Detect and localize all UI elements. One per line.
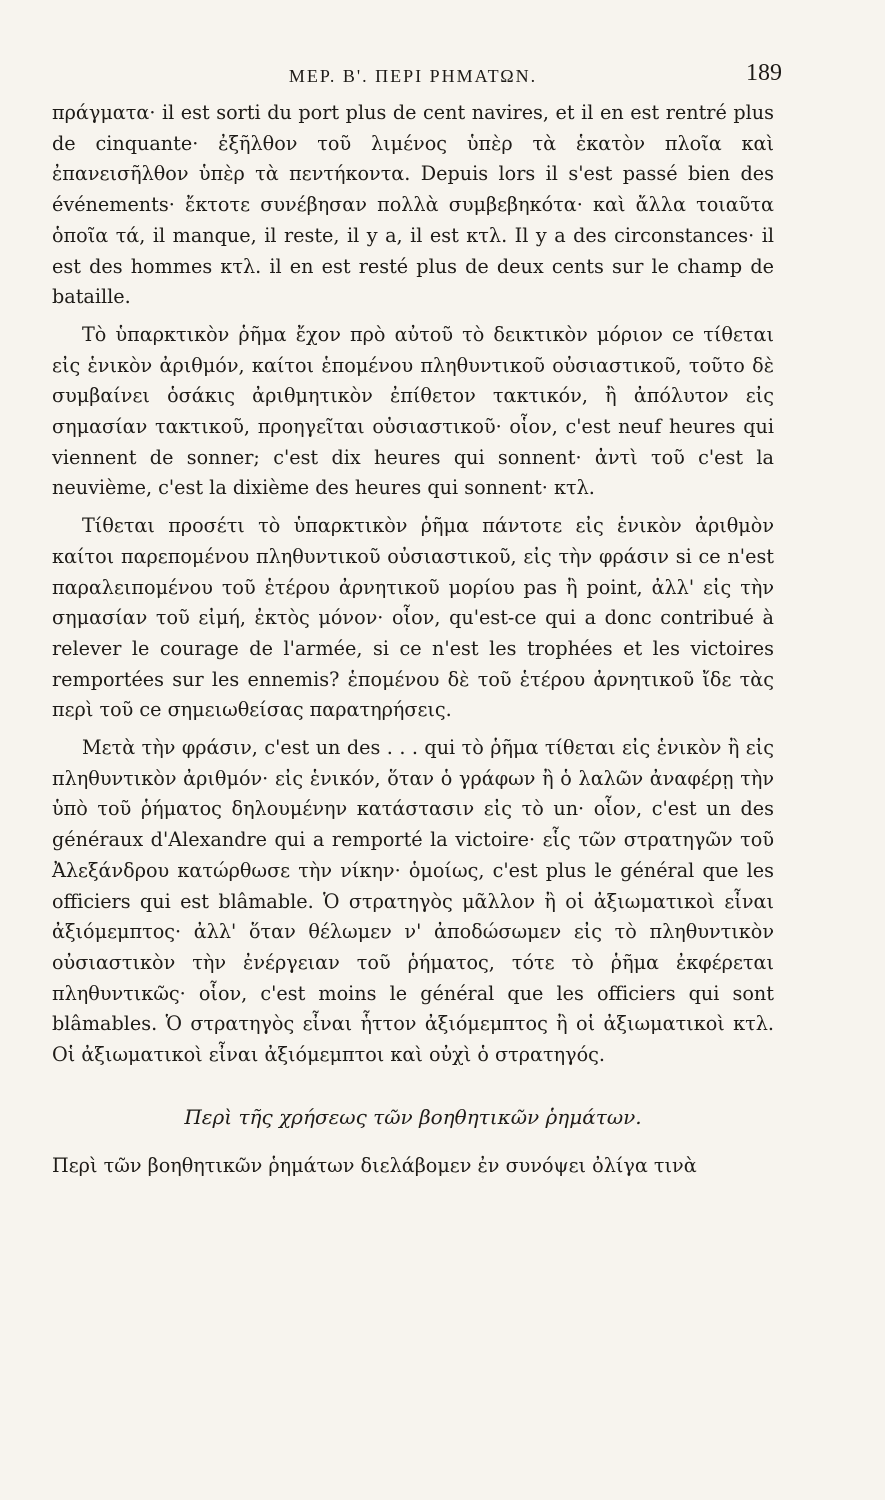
paragraph-1: πράγματα· il est sorti du port plus de cent navires, et il en est rentré plus de cinquante· ἐξῆλθον τοῦ λιμένος ὑπὲρ τὰ ἑκατὸν πλοῖα καὶ ἐπανεισῆλθον ὑπὲρ τὰ πεντήκοντα. Depuis lors il s'est passé bien des événements· ἔκτοτε συνέβησαν πολλὰ συμβεβηκότα· καὶ ἄλλα τοιαῦτα ὁποῖα τά, il manque, il reste, il y a, il est κτλ. Il y a des circonstances· il est des hommes κτλ. il en est resté plus de deux cents sur le champ de bataille. — [52, 101, 774, 309]
paragraph-3: Τίθεται προσέτι τὸ ὑπαρκτικὸν ῥῆμα πάντοτε εἰς ἑνικὸν ἀριθμὸν καίτοι παρεπομένου πληθυντικοῦ οὐσιαστικοῦ, εἰς τὴν φράσιν si ce n'est παραλειπομένου τοῦ ἑτέρου ἀρνητικοῦ μορίου pas ἢ point, ἀλλ' εἰς τὴν σημασίαν τοῦ εἰμή, ἐκτὸς μόνον· οἷον, qu'est-ce qui a donc contribué à relever le courage de l'armée, si ce n'est les trophées et les victoires remportées sur les ennemis? ἑπομένου δὲ τοῦ ἑτέρου ἀρνητικοῦ ἴδε τὰς περὶ τοῦ ce σημειωθείσας παρατηρήσεις. — [52, 514, 774, 722]
page-number: 189 — [746, 60, 782, 86]
section-heading: Περὶ τῆς χρήσεως τῶν βοηθητικῶν ῥημάτων. — [184, 1104, 642, 1129]
book-page — [52, 50, 782, 1470]
paragraph-4: Μετὰ τὴν φράσιν, c'est un des . . . qui τὸ ῥῆμα τίθεται εἰς ἑνικὸν ἢ εἰς πληθυντικὸν ἀριθμόν· εἰς ἑνικόν, ὅταν ὁ γράφων ἢ ὁ λαλῶν ἀναφέρῃ τὴν ὑπὸ τοῦ ῥήματος δηλουμένην κατάστασιν εἰς τὸ un· οἷον, c'est un des généraux d'Alexandre qui a remporté la victoire· εἷς τῶν στρατηγῶν τοῦ Ἀλεξάνδρου κατώρθωσε τὴν νίκην· ὁμοίως, c'est plus le général que les officiers qui est blâmable. Ὁ στρατηγὸς μᾶλλον ἢ οἱ ἀξιωματικοὶ εἶναι ἀξιόμεμπτος· ἀλλ' ὅταν θέλωμεν ν' ἀποδώσωμεν εἰς τὸ πληθυντικὸν οὐσιαστικὸν τὴν ἐνέργειαν τοῦ ῥήματος, τότε τὸ ῥῆμα ἐκφέρεται πληθυντικῶς· οἷον, c'est moins le général que les officiers qui sont blâmables. Ὁ στρατηγὸς εἶναι ἧττον ἀξιόμεμπτος ἢ οἱ ἀξιωματικοὶ κτλ. Οἱ ἀξιωματικοὶ εἶναι ἀξιόμεμπτοι καὶ οὐχὶ ὁ στρατηγός. — [52, 736, 774, 1067]
paragraph-2: Τὸ ὑπαρκτικὸν ῥῆμα ἔχον πρὸ αὐτοῦ τὸ δεικτικὸν μόριον ce τίθεται εἰς ἑνικὸν ἀριθμόν, καίτοι ἑπομένου πληθυντικοῦ οὐσιαστικοῦ, τοῦτο δὲ συμβαίνει ὁσάκις ἀριθμητικὸν ἐπίθετον τακτικόν, ἢ ἀπόλυτον εἰς σημασίαν τακτικοῦ, προηγεῖται οὐσιαστικοῦ· οἷον, c'est neuf heures qui viennent de sonner; c'est dix heures qui sonnent· ἀντὶ τοῦ c'est la neuvième, c'est la dixième des heures qui sonnent· κτλ. — [52, 322, 774, 500]
paragraph-5: Περὶ τῶν βοηθητικῶν ῥημάτων διελάβομεν ἐν συνόψει ὀλίγα τινὰ — [52, 1153, 697, 1177]
running-title: ΜΕΡ. Β'. ΠΕΡΙ ΡΗΜΑΤΩΝ. — [288, 66, 538, 86]
body-text — [52, 98, 774, 1182]
running-head — [52, 50, 782, 98]
